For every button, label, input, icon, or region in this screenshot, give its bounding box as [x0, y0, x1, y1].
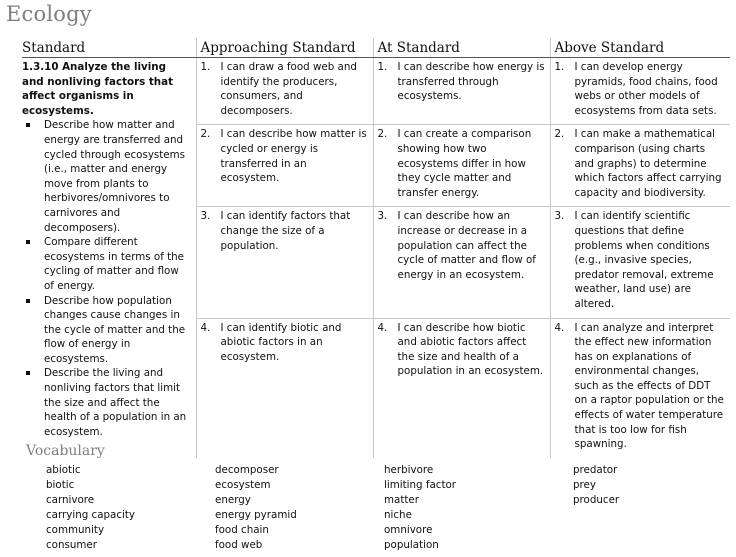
above-cell	[550, 125, 730, 207]
vocabulary-term: matter	[384, 493, 419, 506]
at-cell	[373, 125, 550, 207]
standard-cell	[22, 58, 196, 458]
item-number: 2.	[200, 128, 211, 141]
item-number: 1.	[554, 61, 565, 73]
item-text: I can describe how an increase or decrease in a population can affect the cycle of matter and flow of energy in an ecosystem.	[397, 210, 536, 281]
vocabulary-term: energy pyramid	[215, 508, 297, 521]
vocabulary-term: predator	[573, 464, 618, 476]
item-number: 3.	[554, 210, 565, 223]
vocabulary-term: prey	[573, 478, 596, 491]
item-text: I can describe how biotic and abiotic factors affect the size and health of a population in an ecosystem.	[397, 321, 544, 378]
header-row	[22, 38, 730, 58]
item-text: I can analyze and interpret the effect new information has on explanations of environmental changes, such as the effects of DDT on a raptor population or the effects of water temperature that is too low for fish spawning.	[574, 321, 724, 451]
item-number: 4.	[377, 321, 388, 334]
rubric-table	[22, 38, 730, 458]
vocabulary-term: consumer	[46, 538, 97, 551]
vocabulary-term: food chain	[215, 523, 269, 536]
approaching-cell	[196, 58, 373, 125]
vocabulary-term: herbivore	[384, 464, 434, 476]
page-title: Ecology	[6, 2, 92, 26]
standard-bullets	[22, 118, 190, 439]
header-standard: Standard	[22, 38, 196, 58]
vocabulary-term: carnivore	[46, 493, 95, 506]
vocabulary-term: food web	[215, 538, 263, 551]
item-text: I can develop energy pyramids, food chains, food webs or other models of ecosystems from data sets.	[574, 61, 718, 117]
list-item: Compare different ecosystems in terms of the cycling of matter and flow of energy.	[22, 235, 190, 293]
vocabulary-column	[215, 463, 297, 552]
vocabulary-column	[573, 463, 619, 508]
header-approaching: Approaching Standard	[196, 38, 373, 58]
at-cell	[373, 318, 550, 458]
header-at: At Standard	[373, 38, 550, 58]
item-number: 4.	[200, 321, 211, 334]
list-item: Describe how population changes cause changes in the cycle of matter and the flow of energy in ecosystems.	[22, 294, 190, 367]
vocabulary-term: omnivore	[384, 523, 433, 536]
item-number: 4.	[554, 321, 565, 334]
item-text: I can identify biotic and abiotic factors in an ecosystem.	[220, 321, 342, 363]
above-cell	[550, 207, 730, 318]
list-item: Describe the living and nonliving factors that limit the size and affect the health of a population in an ecosystem.	[22, 366, 190, 439]
standard-heading: 1.3.10 Analyze the living and nonliving factors that affect organisms in ecosystems.	[22, 61, 173, 117]
item-text: I can make a mathematical comparison (using charts and graphs) to determine which factors affect carrying capacity and biodiversity.	[574, 128, 722, 199]
approaching-cell	[196, 125, 373, 207]
above-cell	[550, 58, 730, 125]
at-cell	[373, 58, 550, 125]
item-text: I can describe how energy is transferred through ecosystems.	[397, 61, 545, 103]
at-cell	[373, 207, 550, 318]
list-item: Describe how matter and energy are transferred and cycled through ecosystems (i.e., matter and energy move from plants to herbivores/omnivores to carnivores and decomposers).	[22, 118, 190, 235]
vocabulary-term: niche	[384, 508, 412, 521]
table-row	[22, 58, 730, 125]
vocabulary-term: carrying capacity	[46, 508, 136, 521]
vocabulary-term: decomposer	[215, 464, 279, 476]
vocabulary-term: producer	[573, 493, 620, 506]
item-text: I can identify scientific questions that define problems when conditions (e.g., invasive species, predator removal, extreme weather, land use) are altered.	[574, 210, 714, 310]
item-number: 3.	[200, 210, 211, 223]
header-above: Above Standard	[550, 38, 730, 58]
item-text: I can create a comparison showing how two ecosystems differ in how they cycle matter and transfer energy.	[397, 128, 532, 199]
vocabulary-term: biotic	[46, 478, 75, 491]
item-text: I can describe how matter is cycled or energy is transferred in an ecosystem.	[220, 128, 367, 185]
item-number: 1.	[377, 61, 388, 73]
vocabulary-title: Vocabulary	[26, 443, 105, 459]
vocabulary-term: energy	[215, 493, 251, 506]
above-cell	[550, 318, 730, 458]
item-number: 1.	[200, 61, 211, 73]
item-number: 2.	[554, 128, 565, 141]
vocabulary-term: limiting factor	[384, 478, 457, 491]
vocabulary-term: population	[384, 538, 439, 551]
approaching-cell	[196, 207, 373, 318]
vocabulary-column	[384, 463, 456, 552]
item-number: 3.	[377, 210, 388, 223]
item-text: I can draw a food web and identify the producers, consumers, and decomposers.	[220, 61, 357, 117]
approaching-cell	[196, 318, 373, 458]
vocabulary-term: ecosystem	[215, 478, 271, 491]
vocabulary-term: abiotic	[46, 464, 81, 476]
vocabulary-column	[46, 463, 135, 552]
item-number: 2.	[377, 128, 388, 141]
item-text: I can identify factors that change the size of a population.	[220, 210, 351, 252]
vocabulary-term: community	[46, 523, 105, 536]
